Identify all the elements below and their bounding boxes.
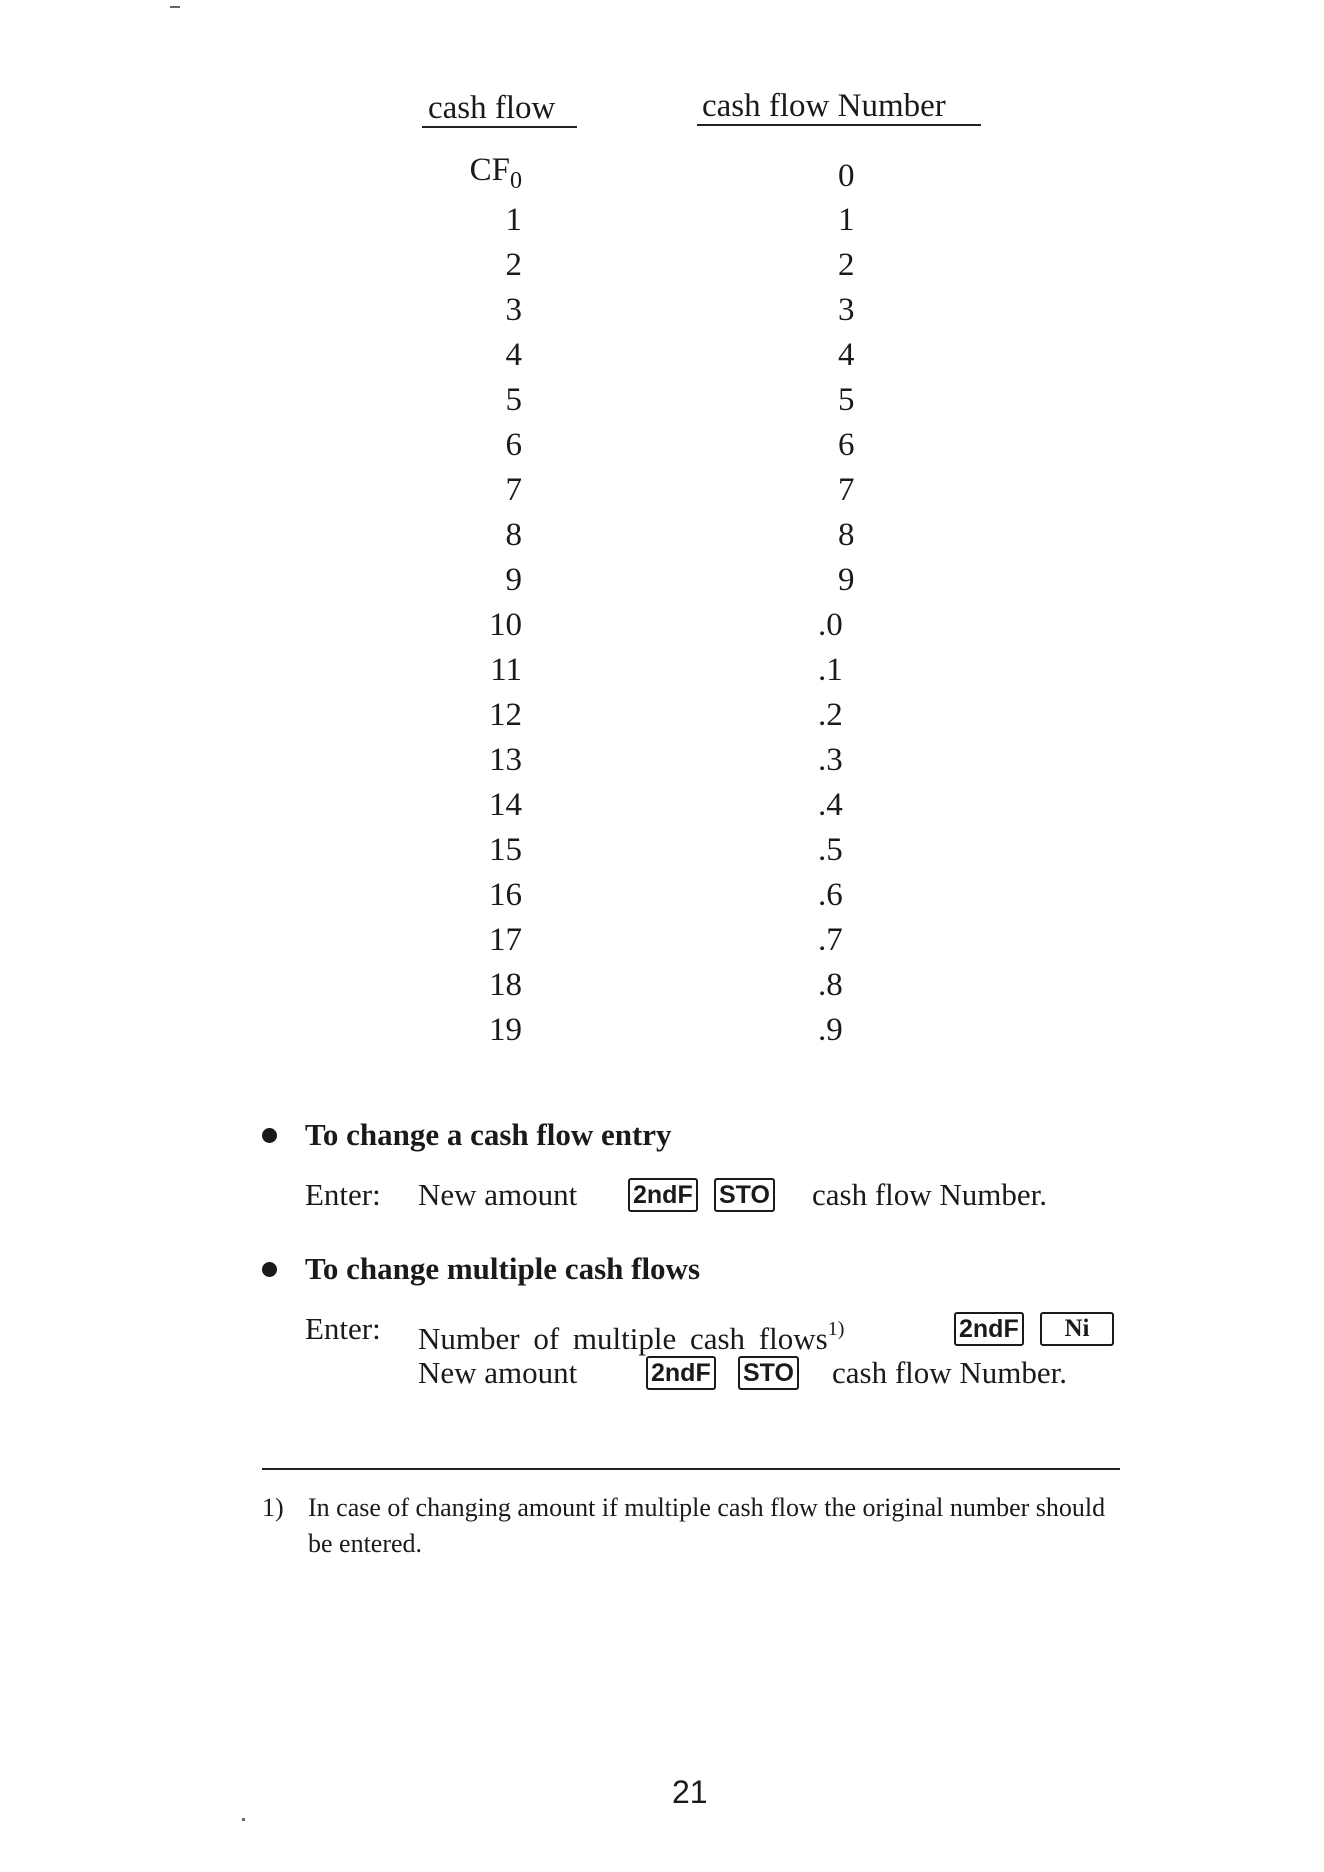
cell-cash-flow: 3 bbox=[505, 292, 522, 328]
cell-cash-flow: 4 bbox=[505, 337, 522, 373]
cell-cash-flow: 16 bbox=[489, 877, 522, 913]
cell-cash-flow: 15 bbox=[489, 832, 522, 868]
cell-cash-flow: 18 bbox=[489, 967, 522, 1003]
key-sto: STO bbox=[714, 1178, 775, 1212]
scan-mark bbox=[170, 6, 180, 8]
bullet-icon bbox=[262, 1128, 277, 1143]
cell-cash-flow: 1 bbox=[505, 202, 522, 238]
enter-label: Enter: bbox=[305, 1177, 381, 1212]
cell-cash-flow: 8 bbox=[505, 517, 522, 553]
cell-cash-flow-number: 1 bbox=[838, 202, 855, 238]
cell-cash-flow-number: .5 bbox=[818, 832, 843, 868]
header-underline bbox=[697, 124, 981, 126]
scan-mark bbox=[242, 1818, 245, 1821]
cell-number-0: 0 bbox=[838, 158, 855, 194]
cell-cash-flow-number: 8 bbox=[838, 517, 855, 553]
cash-flow-number-text: cash flow Number. bbox=[832, 1355, 1068, 1390]
section-heading: To change a cash flow entry bbox=[305, 1117, 672, 1152]
cell-cash-flow: 19 bbox=[489, 1012, 522, 1048]
cell-cash-flow-number: 9 bbox=[838, 562, 855, 598]
cell-cash-flow-number: .2 bbox=[818, 697, 843, 733]
cell-cash-flow-number: 4 bbox=[838, 337, 855, 373]
cell-cash-flow-number: .8 bbox=[818, 967, 843, 1003]
cell-cash-flow-number: .9 bbox=[818, 1012, 843, 1048]
section-heading: To change multiple cash flows bbox=[305, 1251, 701, 1286]
key-ni: Ni bbox=[1040, 1312, 1114, 1346]
cell-cash-flow: 9 bbox=[505, 562, 522, 598]
cell-cash-flow-number: .1 bbox=[818, 652, 843, 688]
cell-cash-flow: 14 bbox=[489, 787, 522, 823]
cell-cash-flow: 5 bbox=[505, 382, 522, 418]
cell-cash-flow: 17 bbox=[489, 922, 522, 958]
key-2ndf: 2ndF bbox=[646, 1356, 716, 1390]
cell-cash-flow: 12 bbox=[489, 697, 522, 733]
cell-cash-flow-number: 6 bbox=[838, 427, 855, 463]
footnote-text: In case of changing amount if multiple cash flow the original number should be entered. bbox=[308, 1493, 1106, 1558]
cell-cash-flow-number: 3 bbox=[838, 292, 855, 328]
cell-cash-flow-number: .3 bbox=[818, 742, 843, 778]
cell-cash-flow: 10 bbox=[489, 607, 522, 643]
footnote-rule bbox=[262, 1468, 1120, 1470]
subscript: 0 bbox=[510, 168, 522, 194]
cell-cash-flow-number: 5 bbox=[838, 382, 855, 418]
key-sto: STO bbox=[738, 1356, 799, 1390]
new-amount-text: New amount bbox=[418, 1355, 578, 1390]
header-underline bbox=[422, 126, 577, 128]
cell-cash-flow-number: .4 bbox=[818, 787, 843, 823]
cell-cash-flow-number: .7 bbox=[818, 922, 843, 958]
cell-cash-flow: 7 bbox=[505, 472, 522, 508]
cash-flow-number-text: cash flow Number. bbox=[812, 1177, 1048, 1212]
key-2ndf: 2ndF bbox=[628, 1178, 698, 1212]
multiple-cash-flows-text: Number of multiple cash flows$^{1)}$ bbox=[418, 1318, 845, 1356]
cell-cash-flow: 13 bbox=[489, 742, 522, 778]
cell-cash-flow-number: .0 bbox=[818, 607, 843, 643]
footnote-ref: 1) bbox=[827, 1318, 845, 1340]
cell-cash-flow-number: .6 bbox=[818, 877, 843, 913]
footnote-number: 1) bbox=[262, 1493, 284, 1522]
page-number: 21 bbox=[672, 1774, 708, 1810]
new-amount-text: New amount bbox=[418, 1177, 578, 1212]
cell-cash-flow-number: 7 bbox=[838, 472, 855, 508]
cell-cf0: $CF_0$ bbox=[469, 152, 522, 194]
cell-cash-flow: 11 bbox=[490, 652, 522, 688]
key-2ndf: 2ndF bbox=[954, 1312, 1024, 1346]
enter-label: Enter: bbox=[305, 1311, 381, 1346]
header-cash-flow: cash flow bbox=[428, 90, 556, 126]
header-cash-flow-number: cash flow Number bbox=[702, 88, 946, 124]
bullet-icon bbox=[262, 1262, 277, 1277]
cell-cash-flow: 6 bbox=[505, 427, 522, 463]
cell-cash-flow: 2 bbox=[505, 247, 522, 283]
cell-cash-flow-number: 2 bbox=[838, 247, 855, 283]
